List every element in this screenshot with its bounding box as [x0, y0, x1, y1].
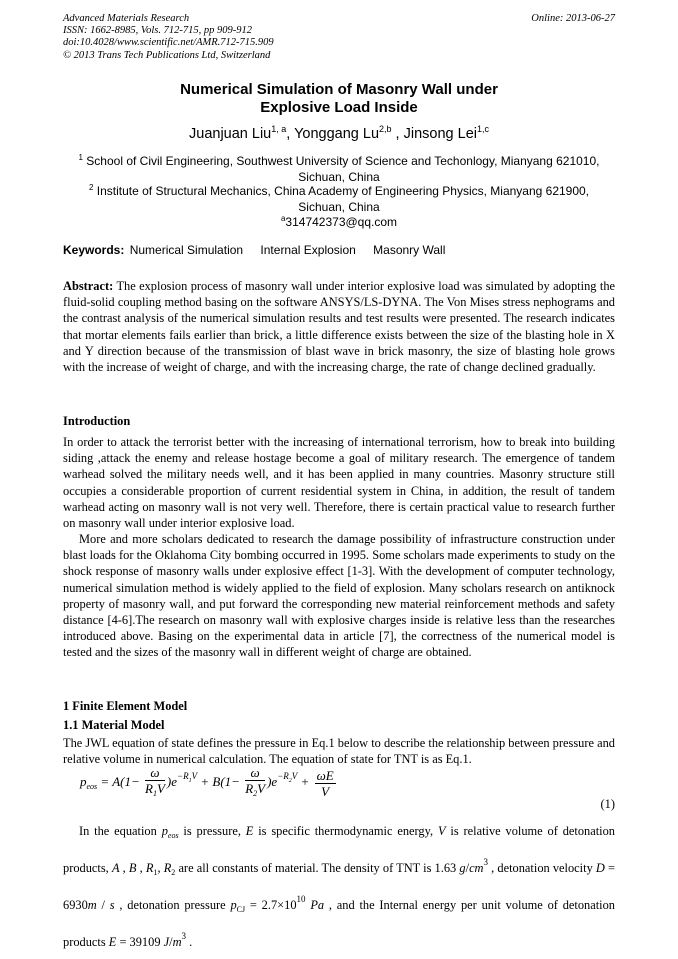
keyword: Numerical Simulation: [129, 243, 244, 257]
author-name: Yonggang Lu: [294, 126, 380, 142]
introduction-paragraph-2: More and more scholars dedicated to research the damage possibility of infrastructure construction under blast loads for the Oklahoma City bombing occurred in 1995. Some scholars made experiments to study on the shock response of masonry walls under explosive effect [1-3]. With the development of computer technology, numerical simulation method is widely applied to the field of explosion. Many scholars research on antiknock property of masonry wall, and put forward the corresponding new material reinforcement methods and safety distance [4-6].The research on masonry wall with explosive charges inside is relative less than the researches introduced above. Basing on the experimental data in article [7], the correctness of the numerical model is tested and the sizes of the masonry wall in different weight of charge are obtained.: [63, 532, 615, 660]
affiliation-number: 1: [78, 153, 83, 162]
subsection-heading: 1.1 Material Model: [63, 718, 165, 732]
introduction-paragraph-1: In order to attack the terrorist better with the increasing of international terrorism, how to break into building siding ,attack the enemy and release hostage become a goal of military research. The emergence of tandem warhead solved the military needs well, and it has been applied in many countries. Masonry structure still occupies a considerable proportion of current residential system in China, in addition, the result of tandem warhead acting on masonry wall is not very well. Therefore, there is certain practical value to research further on masonry wall under interior explosive load.: [63, 435, 615, 531]
journal-header: [63, 13, 615, 62]
journal-copyright: © 2013 Trans Tech Publications Ltd, Switzerland: [63, 49, 271, 61]
online-date: Online: 2013-06-27: [531, 13, 615, 24]
section-heading: 1 Finite Element Model: [63, 699, 188, 713]
abstract-text: The explosion process of masonry wall under interior explosive load was simulated by adopting the fluid-solid coupling method basing on the software ANSYS/LS-DYNA. The Von Mises stress nephograms and the contrast analysis of the numerical simulation results and test results were presented. The research indicates that mortar elements fails earlier than brick, a little difference exists between the size of the blasting hole in X and Y direction because of the transmission of blast wave in brick masonry, the size of blasting hole grows with the increase of weight of charge, and with the increasing charge, the rate of change declined gradually.: [63, 279, 616, 375]
author-email: [0, 214, 678, 229]
keyword: Internal Explosion: [260, 243, 356, 257]
text-fragment: , and the Internal energy per unit volume of detonation products: [63, 898, 615, 949]
text-fragment: , detonation pressure: [119, 898, 226, 912]
abstract: [63, 278, 615, 375]
author-sup: 1,c: [476, 124, 489, 134]
author-list: Juanjuan Liu$^{1, a}$, Yonggang Lu$^{2,b}$ , Jinsong Lei$^{1,c}$: [189, 124, 489, 142]
text-fragment: is pressure,: [183, 824, 241, 838]
email-sup: a: [280, 214, 286, 223]
title-line-1: Numerical Simulation of Masonry Wall under: [180, 81, 498, 98]
keyword: Masonry Wall: [373, 243, 446, 257]
title-line-2: Explosive Load Inside: [260, 99, 418, 116]
text-fragment: is specific thermodynamic energy,: [258, 824, 434, 838]
keywords-label: Keywords:: [63, 243, 125, 257]
author-name: Juanjuan Liu: [189, 126, 272, 142]
journal-issn: ISSN: 1662-8985, Vols. 712-715, pp 909-912: [63, 25, 252, 37]
affiliation-number: 2: [88, 183, 94, 192]
journal-doi: doi:10.4028/www.scientific.net/AMR.712-715.909: [63, 37, 274, 49]
text-fragment: are all constants of material. The density of TNT is 1.63: [178, 861, 457, 875]
jwl-equation: $p_{eos} = A(1-$ $\frac{\omega}{R_1V}$ )$e^{-R_1V} + B(1-$ $\frac{\omega}{R_2V}$ )$e^{-R_2V}$ + $\frac{\omega E}{V}$: [80, 765, 334, 799]
affiliation-text: Institute of Structural Mechanics, China Academy of Engineering Physics, Mianyang 621900,: [96, 184, 590, 198]
affiliation-location: Sichuan, China: [298, 199, 380, 214]
section-paragraph: The JWL equation of state defines the pressure in Eq.1 below to describe the relationship between pressure and relative volume in numerical calculation. The equation of state for TNT is as Eq.1.: [63, 736, 615, 767]
keywords: [63, 243, 445, 257]
text-fragment: is relative volume of detonation products,: [63, 824, 615, 875]
author-name: Jinsong Lei: [403, 126, 477, 142]
text-fragment: detonation velocity: [497, 861, 593, 875]
affiliation-text: School of Civil Engineering, Southwest University of Science and Techonlogy, Mianyang 621010,: [86, 154, 600, 168]
author-sup: 2,b: [379, 124, 392, 134]
email-address[interactable]: 314742373@qq.com: [285, 215, 398, 229]
affiliation-2: [40, 180, 638, 215]
introduction-heading: Introduction: [63, 414, 131, 428]
affiliation-location: Sichuan, China: [298, 169, 380, 184]
author-sup: 1, a: [271, 124, 287, 134]
equation-number: (1): [600, 797, 615, 811]
equation-description: In the equation $p_{eos}$ is pressure, E is specific thermodynamic energy, V is relative volume of detonation products, A , B , $R_1$, $R_2$ are all constants of material. The density of TNT is 1.63 $g/cm^3$ , detonation velocity D = 6930m / s , detonation pressure $p_{CJ} = 2.7\times 10^{10}$ Pa , and the Internal energy per unit volume of detonation products E = 39109 $J/m^3$ .: [63, 824, 616, 949]
paper-title: [0, 81, 678, 117]
text-fragment: In the equation: [79, 824, 157, 838]
abstract-label: Abstract:: [63, 279, 114, 293]
journal-name: Advanced Materials Research: [63, 13, 190, 24]
